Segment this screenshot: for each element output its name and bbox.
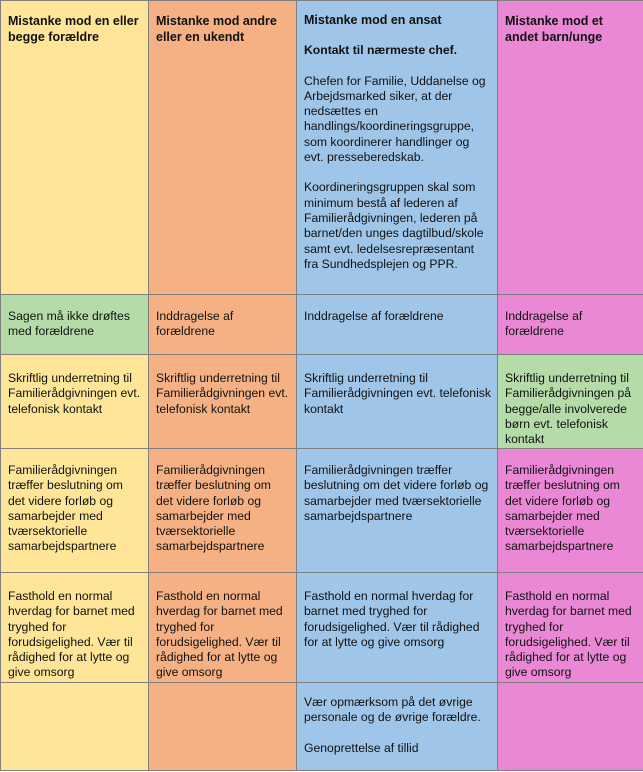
header-employee-text: Mistanke mod en ansat	[304, 13, 442, 27]
cell-text: Fasthold en normal hverdag for barnet med tryghed for forudsigelighed. Vær til rådighed for at lytte og give omsorg	[304, 589, 480, 649]
cell	[1, 449, 149, 573]
cell-text: Genoprettelse af tillid	[304, 740, 419, 755]
header-parents	[1, 1, 149, 295]
cell	[149, 355, 297, 449]
cell	[1, 355, 149, 449]
employee-para-1: Chefen for Familie, Uddanelse og Arbejdsmarked siker, at der nedsættes en handlings/koordineringsgruppe, som koordinerer handlinger og evt. presseberedskab.	[304, 73, 486, 165]
header-child	[498, 1, 643, 295]
cell-text: Inddragelse af forældrene	[505, 309, 583, 339]
cell	[149, 295, 297, 355]
cell	[297, 355, 498, 449]
cell	[498, 573, 643, 683]
cell	[498, 683, 643, 771]
cell-text: Skriftlig underretning til Familierådgivningen på begge/alle involverede børn evt. telefonisk kontakt	[505, 371, 632, 447]
cell	[1, 573, 149, 683]
table-row	[1, 295, 643, 355]
cell	[297, 573, 498, 683]
cell	[498, 295, 643, 355]
cell-text: Vær opmærksom på det øvrige personale og de øvrige forældre.	[304, 695, 481, 725]
cell-text: Familierådgivningen træffer beslutning om det videre forløb og samarbejder med tværsektorielle samarbejdspartnere	[8, 463, 123, 554]
cell-text: Skriftlig underretning til Familierådgivningen evt. telefonisk kontakt	[304, 371, 491, 416]
cell	[149, 573, 297, 683]
cell	[297, 295, 498, 355]
cell-text: Familierådgivningen træffer beslutning om det videre forløb og samarbejder med tværsektorielle samarbejdspartnere	[505, 463, 620, 554]
cell	[498, 449, 643, 573]
employee-subtitle: Kontakt til nærmeste chef.	[304, 43, 458, 58]
cell-text: Fasthold en normal hverdag for barnet med tryghed for forudsigelighed. Vær til rådighed for at lytte og give omsorg	[8, 589, 135, 680]
employee-para-2: Koordineringsgruppen skal som minimum bestå af lederen af Familierådgivningen, lederen på barnet/den unges dagtilbud/skole samt evt. ledelsesrepræsentant fra Sundhedsplejen og PPR.	[304, 180, 484, 271]
cell-text: Inddragelse af forældrene	[304, 309, 444, 323]
header-employee	[297, 1, 498, 295]
header-row	[1, 1, 643, 295]
table-row	[1, 355, 643, 449]
table-row	[1, 449, 643, 573]
table-row	[1, 683, 643, 771]
cell	[149, 449, 297, 573]
cell	[297, 683, 498, 771]
header-child-text: Mistanke mod et andet barn/unge	[505, 14, 603, 44]
cell-text: Sagen må ikke drøftes med forældrene	[8, 309, 130, 339]
cell-text: Inddragelse af forældrene	[156, 309, 234, 339]
header-parents-text: Mistanke mod en eller begge forældre	[8, 14, 139, 44]
cell-text: Fasthold en normal hverdag for barnet med tryghed for forudsigelighed. Vær til rådighed for at lytte og give omsorg	[505, 589, 632, 680]
cell-text: Familierådgivningen træffer beslutning om det videre forløb og samarbejder med tværsektorielle samarbejdspartnere	[304, 463, 489, 523]
table-row	[1, 573, 643, 683]
cell	[1, 295, 149, 355]
cell-text: Familierådgivningen træffer beslutning om det videre forløb og samarbejder med tværsektorielle samarbejdspartnere	[156, 463, 271, 554]
header-others-text: Mistanke mod andre eller en ukendt	[156, 14, 277, 44]
cell	[297, 449, 498, 573]
cell	[1, 683, 149, 771]
cell	[498, 355, 643, 449]
cell-text: Skriftlig underretning til Familierådgivningen evt. telefonisk kontakt	[156, 371, 289, 416]
cell-text: Fasthold en normal hverdag for barnet med tryghed for forudsigelighed. Vær til rådighed for at lytte og give omsorg	[156, 589, 283, 680]
cell	[149, 683, 297, 771]
header-others	[149, 1, 297, 295]
cell-text: Skriftlig underretning til Familierådgivningen evt. telefonisk kontakt	[8, 371, 141, 416]
